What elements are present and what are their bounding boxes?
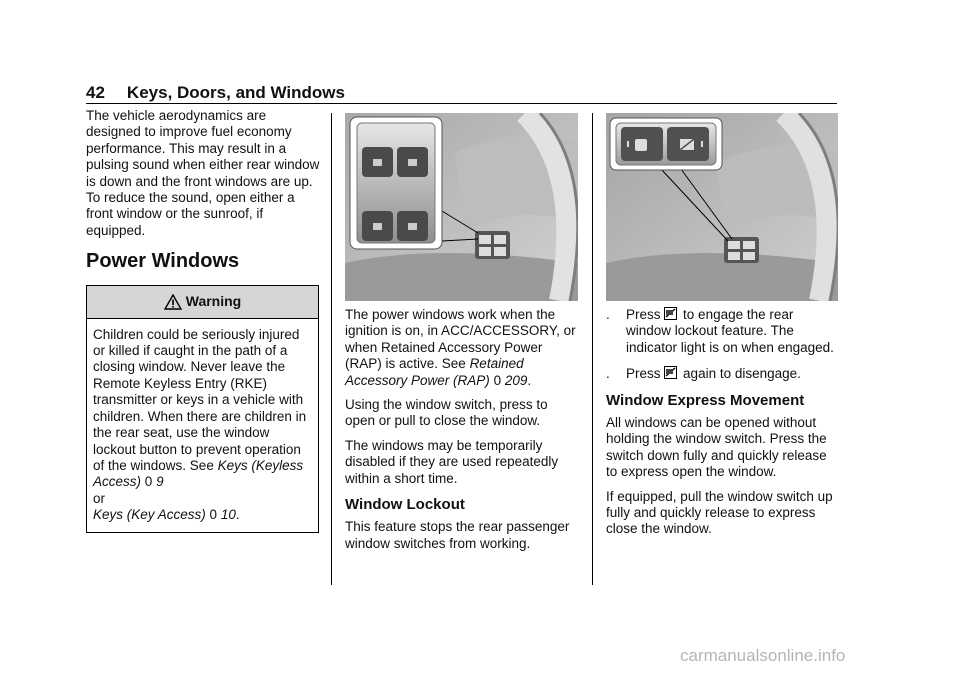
express-open-paragraph: All windows can be opened without holding the window switch. Press the switch down fully and quickly release to express open the window. <box>606 415 827 480</box>
disengage-text: again to disengage. <box>683 366 801 382</box>
page-header <box>86 83 345 103</box>
window-lockout-icon <box>664 307 677 320</box>
watermark: carmanualsonline.info <box>680 646 846 665</box>
keyless-access-page[interactable]: 9 <box>156 474 164 490</box>
column-divider-1 <box>331 113 332 585</box>
ref-marker: 0 <box>209 507 218 523</box>
column-1 <box>86 108 321 533</box>
warning-header <box>87 286 318 319</box>
bullet-marker: . <box>606 366 610 382</box>
lockout-paragraph: This feature stops the rear passenger window switches from working. <box>345 519 570 551</box>
rap-page[interactable]: 209 <box>504 372 528 388</box>
section-title: Keys, Doors, and Windows <box>126 83 345 102</box>
column-divider-2 <box>592 113 593 585</box>
window-lockout-heading: Window Lockout <box>345 496 465 514</box>
aerodynamics-paragraph: The vehicle aerodynamics are designed to improve fuel economy performance. This may result in a pulsing sound when either rear window is down and the front windows are up. To reduce the sound, open either a front window or the sunroof, if equipped. <box>86 108 320 238</box>
key-access-page[interactable]: 10 <box>220 507 236 523</box>
window-lockout-icon <box>664 366 677 379</box>
column-3 <box>606 307 838 546</box>
power-windows-paragraph <box>345 307 580 389</box>
express-close-paragraph: If equipped, pull the window switch up fully and quickly release to express close the window. <box>606 488 833 537</box>
header-rule <box>86 103 837 104</box>
switch-usage-paragraph: Using the window switch, press to open or pull to close the window. <box>345 397 548 429</box>
period: . <box>235 507 240 523</box>
ref-marker: 0 <box>144 474 153 490</box>
page-number: 42 <box>86 83 105 102</box>
lockout-button-illustration <box>606 113 838 301</box>
period: . <box>527 372 532 388</box>
warning-text: Children could be seriously injured or killed if caught in the path of a closing window. Never leave the Remote Keyless Entry (RKE) transmitter or keys in a vehicle with children. When there are children in the rear seat, use the window lockout button to prevent operation of the windows. See <box>93 326 307 473</box>
list-item <box>606 307 838 356</box>
window-switch-illustration <box>345 113 578 301</box>
warning-body <box>87 319 318 532</box>
bullet-marker: . <box>606 307 610 322</box>
power-windows-text: The power windows work when the ignition is on, in ACC/ACCESSORY, or when Retained Accessory Power (RAP) is active. See <box>345 307 576 372</box>
engage-text: to engage the rear window lockout feature. The indicator light is on when engaged. <box>626 307 834 355</box>
warning-title: Warning <box>185 293 242 310</box>
ref-marker: 0 <box>493 372 502 388</box>
warning-box <box>86 285 319 533</box>
power-windows-heading: Power Windows <box>86 250 240 273</box>
key-access-link[interactable]: Keys (Key Access) <box>93 507 206 523</box>
warning-triangle-icon <box>164 294 182 310</box>
list-item <box>606 366 838 382</box>
or-text: or <box>93 490 106 506</box>
rap-link[interactable]: Retained Accessory Power (RAP) <box>345 356 524 388</box>
press-text: Press <box>626 366 661 382</box>
disabled-paragraph: The windows may be temporarily disabled if they are used repeatedly within a short time. <box>345 437 559 486</box>
column-2 <box>345 307 580 560</box>
keyless-access-link[interactable]: Keys (Keyless Access) <box>93 457 304 490</box>
press-text: Press <box>626 307 661 322</box>
express-movement-heading: Window Express Movement <box>606 391 805 409</box>
